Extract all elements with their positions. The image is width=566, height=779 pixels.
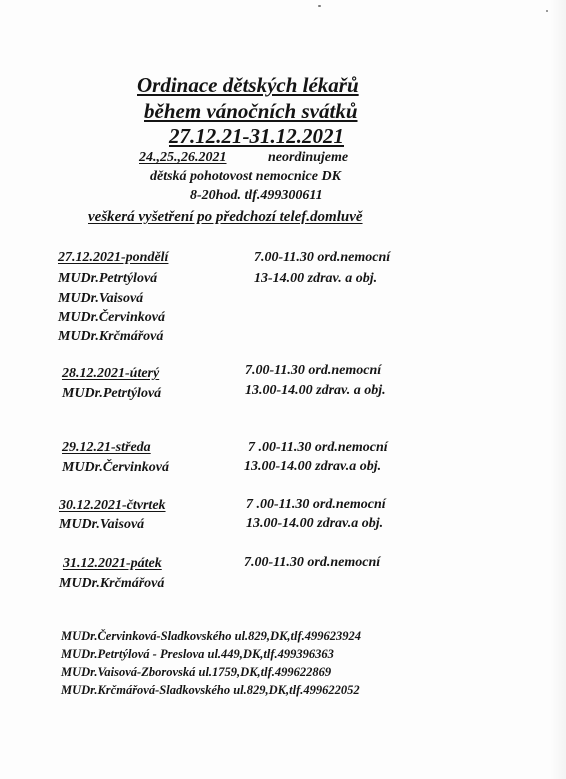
page-title-dates: 27.12.21-31.12.2021 [169,124,344,148]
page-title-line-1: Ordinace dětských lékařů [137,73,359,97]
contact-line: MUDr.Červinková-Sladkovského ul.829,DK,tlf.499623924 [61,629,362,643]
schedule-hours: 7 .00-11.30 ord.nemocní [246,497,386,512]
scan-speck [318,5,321,7]
schedule-doctor: MUDr.Vaisová [58,291,144,306]
schedule-day: 30.12.2021-čtvrtek [59,498,166,513]
appointment-note: veškerá vyšetření po předchozí telef.domluvě [88,209,363,225]
schedule-hours: 7.00-11.30 ord.nemocní [254,250,391,265]
contact-line: MUDr.Vaisová-Zborovská ul.1759,DK,tlf.499622869 [61,665,332,679]
schedule-hours: 7.00-11.30 ord.nemocní [244,555,381,570]
schedule-day: 27.12.2021-pondělí [58,250,169,265]
emergency-line-2: 8-20hod. tlf.499300611 [190,188,323,203]
scan-speck [546,10,548,12]
schedule-hours: 7.00-11.30 ord.nemocní [245,363,382,378]
schedule-day: 28.12.2021-úterý [62,366,160,381]
schedule-doctor: MUDr.Vaisová [59,517,145,532]
schedule-hours: 7 .00-11.30 ord.nemocní [248,440,388,455]
schedule-hours: 13-14.00 zdrav. a obj. [254,271,378,286]
schedule-hours: 13.00-14.00 zdrav.a obj. [244,459,382,474]
schedule-doctor: MUDr.Petrtýlová [58,271,158,286]
schedule-doctor: MUDr.Krčmářová [58,329,164,344]
schedule-doctor: MUDr.Petrtýlová [62,386,162,401]
page-title-line-2: během vánočních svátků [144,99,358,123]
closed-dates: 24.,25.,26.2021 [139,150,227,165]
emergency-line-1: dětská pohotovost nemocnice DK [150,169,341,184]
schedule-hours: 13.00-14.00 zdrav. a obj. [245,383,386,398]
schedule-doctor: MUDr.Červinková [62,460,169,475]
schedule-hours: 13.00-14.00 zdrav.a obj. [246,516,384,531]
contact-line: MUDr.Petrtýlová - Preslova ul.449,DK,tlf.499396363 [61,647,334,661]
schedule-day: 31.12.2021-pátek [63,556,162,571]
page-edge-shadow [550,0,566,779]
schedule-day: 29.12.21-středa [62,440,151,455]
contact-line: MUDr.Krčmářová-Sladkovského ul.829,DK,tlf.499622052 [61,683,360,697]
schedule-doctor: MUDr.Krčmářová [59,576,165,591]
schedule-doctor: MUDr.Červinková [58,310,165,325]
closed-text: neordinujeme [268,150,349,165]
